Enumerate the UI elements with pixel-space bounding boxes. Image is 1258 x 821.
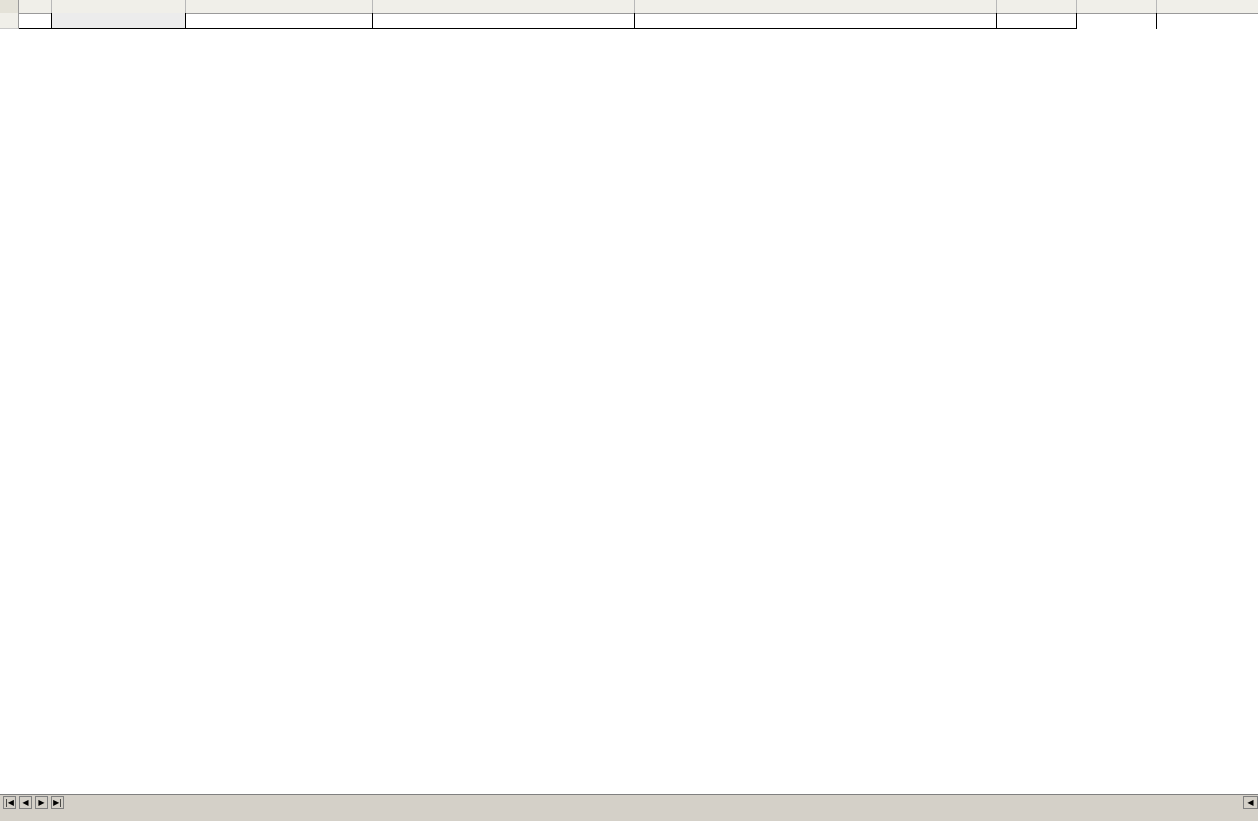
column-header-f[interactable] [997,0,1077,13]
column-header-bar [0,0,1258,14]
column-header-c[interactable] [186,0,373,13]
column-header-a[interactable] [19,0,52,13]
cell-b[interactable] [52,13,186,29]
status-bar [0,811,1258,821]
next-sheet-icon[interactable]: ▶ [35,796,48,809]
sheet-tab-bar [0,794,1258,811]
header-row [0,13,1258,29]
column-header-e[interactable] [635,0,997,13]
first-sheet-icon[interactable]: |◀ [3,796,16,809]
select-all-corner[interactable] [0,0,19,13]
header-ks[interactable] [373,13,635,29]
cell-g[interactable] [1077,13,1157,29]
column-header-g[interactable] [1077,0,1157,13]
header-description[interactable] [635,13,997,29]
header-chars[interactable] [997,13,1077,29]
header-title[interactable] [186,13,373,29]
column-header-d[interactable] [373,0,635,13]
cell-a[interactable] [19,13,52,29]
tab-scroll-icon[interactable]: ◀ [1243,796,1258,809]
column-header-h[interactable] [1157,0,1258,13]
spreadsheet-grid [0,13,1258,794]
last-sheet-icon[interactable]: ▶| [51,796,64,809]
column-header-b[interactable] [52,0,186,13]
row-header[interactable] [0,13,19,29]
prev-sheet-icon[interactable]: ◀ [19,796,32,809]
cell-h[interactable] [1157,13,1258,29]
